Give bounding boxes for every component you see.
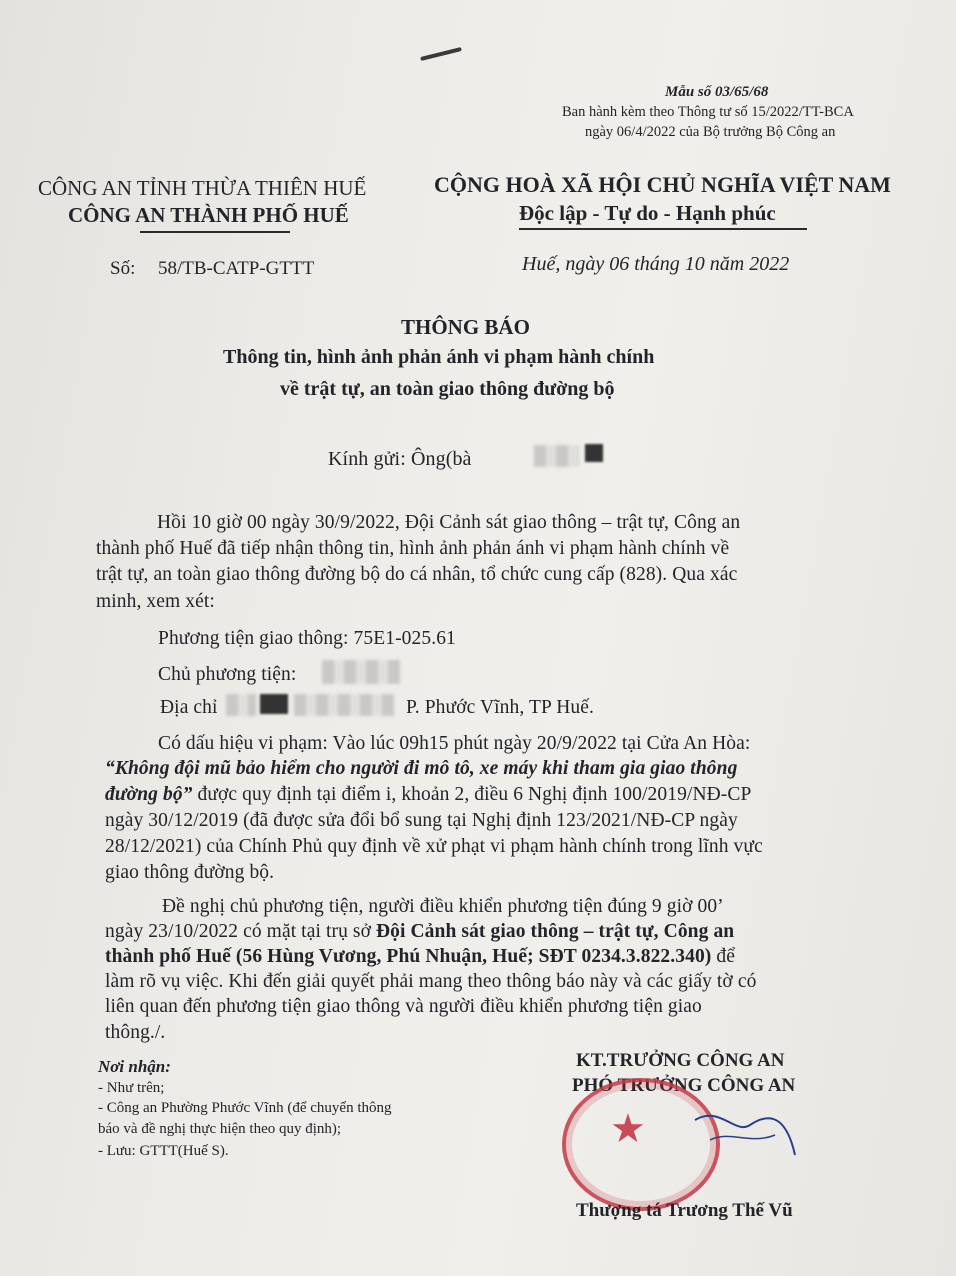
request-line4: làm rõ vụ việc. Khi đến giải quyết phải mang theo thông báo này và các giấy tờ có (105, 971, 757, 992)
para1-line1: Hồi 10 giờ 00 ngày 30/9/2022, Đội Cảnh sát giao thông – trật tự, Công an (157, 512, 741, 533)
request-line5: liên quan đến phương tiện giao thông và người điều khiển phương tiện giao (105, 996, 702, 1017)
doc-subtitle-1: Thông tin, hình ảnh phản ánh vi phạm hành chính (223, 346, 655, 368)
violation-line1: Có dấu hiệu vi phạm: Vào lúc 09h15 phút ngày 20/9/2022 tại Cửa An Hòa: (158, 733, 751, 754)
doc-subtitle-2: về trật tự, an toàn giao thông đường bộ (280, 378, 615, 400)
signer-line1: KT.TRƯỞNG CÔNG AN (576, 1050, 785, 1071)
motto-underline (519, 228, 807, 230)
violation-line3 (105, 784, 751, 806)
state-name: CỘNG HOÀ XÃ HỘI CHỦ NGHĨA VIỆT NAM (434, 172, 891, 197)
form-issued-line1: Ban hành kèm theo Thông tư số 15/2022/TT-BCA (562, 104, 854, 120)
agency-name: CÔNG AN THÀNH PHỐ HUẾ (68, 203, 349, 227)
redacted-address-3 (294, 694, 394, 716)
violation-line3-emphasis: đường bộ” (105, 784, 193, 805)
state-motto: Độc lập - Tự do - Hạnh phúc (519, 201, 776, 225)
recipients-item1: - Như trên; (98, 1080, 165, 1096)
request-line3-emphasis: thành phố Huế (56 Hùng Vương, Phú Nhuận, Huế; SĐT 0234.3.822.340) (105, 946, 712, 967)
redacted-address-1 (226, 694, 256, 716)
violation-line6: giao thông đường bộ. (105, 862, 275, 883)
address-tail: P. Phước Vĩnh, TP Huế. (406, 697, 594, 718)
redacted-name-2 (585, 444, 603, 462)
violation-line2: “Không đội mũ bảo hiểm cho người đi mô tô, xe máy khi tham gia giao thông (105, 758, 738, 779)
violation-line4: ngày 30/12/2019 (đã được sửa đổi bổ sung tại Nghị định 123/2021/NĐ-CP ngày (105, 810, 738, 831)
redacted-owner (322, 660, 400, 684)
recipients-item3: - Lưu: GTTT(Huế S). (98, 1143, 229, 1159)
redacted-name-1 (534, 445, 579, 467)
address-label: Địa chỉ (160, 697, 218, 718)
ref-label: Số: (110, 258, 136, 279)
owner-label: Chủ phương tiện: (158, 664, 297, 685)
place-date: Huế, ngày 06 tháng 10 năm 2022 (522, 253, 790, 275)
request-line3-rest: để (711, 946, 735, 967)
request-line6: thông./. (105, 1022, 166, 1043)
signer-line2: PHÓ TRƯỞNG CÔNG AN (572, 1075, 796, 1096)
para1-line4: minh, xem xét: (96, 591, 215, 612)
seal-star-icon: ★ (610, 1106, 646, 1151)
pen-mark (420, 47, 462, 61)
recipients-item2b: báo và đề nghị thực hiện theo quy định); (98, 1121, 342, 1137)
signature-mark (690, 1100, 800, 1160)
para1-line3: trật tự, an toàn giao thông đường bộ do cá nhân, tổ chức cung cấp (828). Qua xác (96, 564, 738, 585)
request-line2-start: ngày 23/10/2022 có mặt tại trụ sở (105, 921, 376, 942)
recipient-label: Kính gửi: Ông(bà (328, 448, 472, 470)
para1-line2: thành phố Huế đã tiếp nhận thông tin, hình ảnh phản ánh vi phạm hành chính về (96, 538, 730, 559)
request-line2 (105, 921, 734, 943)
request-line3 (105, 946, 735, 968)
violation-line3-rest: được quy định tại điểm i, khoản 2, điều 6 Nghị định 100/2019/NĐ-CP (192, 784, 752, 805)
request-line2-emphasis: Đội Cảnh sát giao thông – trật tự, Công an (375, 921, 735, 942)
form-number: Mẫu số 03/65/68 (665, 84, 769, 100)
ref-number: 58/TB-CATP-GTTT (158, 258, 315, 279)
request-line1: Đề nghị chủ phương tiện, người điều khiển phương tiện đúng 9 giờ 00’ (162, 896, 724, 917)
recipients-item2a: - Công an Phường Phước Vĩnh (để chuyển thông (98, 1100, 392, 1116)
agency-underline (140, 231, 290, 233)
vehicle-line: Phương tiện giao thông: 75E1-025.61 (158, 628, 456, 649)
recipients-title: Nơi nhận: (98, 1057, 171, 1076)
doc-title: THÔNG BÁO (401, 315, 530, 339)
signer-name: Thượng tá Trương Thế Vũ (576, 1200, 793, 1221)
violation-line5: 28/12/2021) của Chính Phủ quy định về xử phạt vi phạm hành chính trong lĩnh vực (105, 836, 763, 857)
redacted-address-2 (260, 694, 288, 714)
agency-parent: CÔNG AN TỈNH THỪA THIÊN HUẾ (38, 176, 367, 200)
form-issued-line2: ngày 06/4/2022 của Bộ trưởng Bộ Công an (585, 124, 836, 140)
